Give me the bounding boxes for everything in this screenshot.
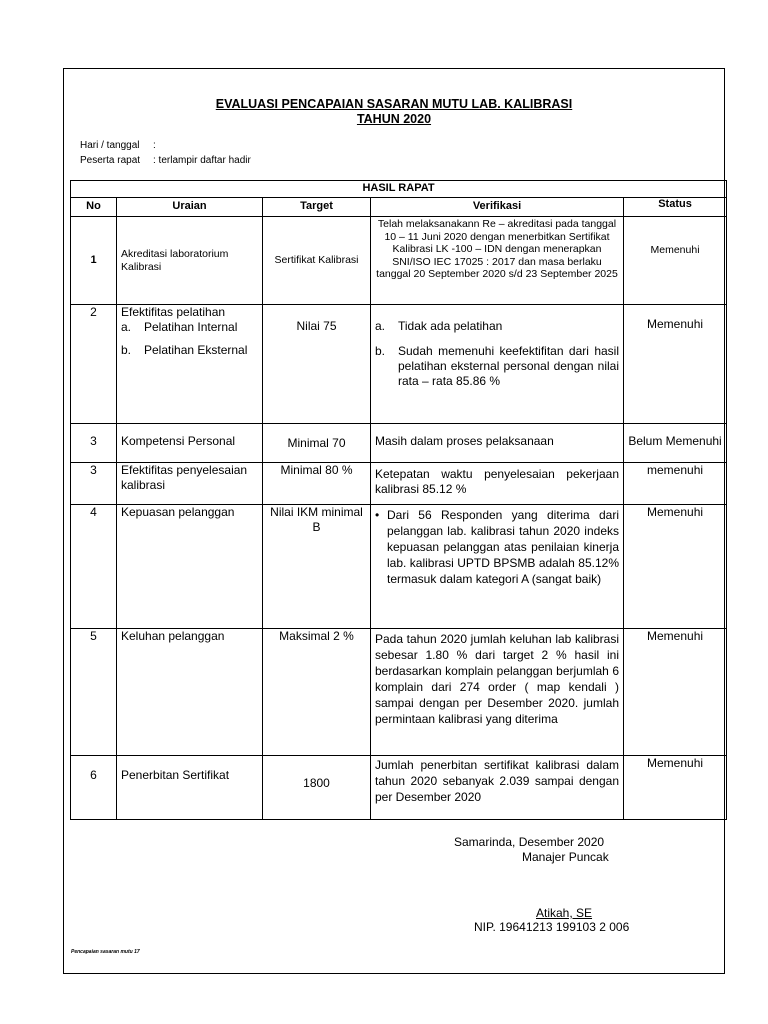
hasil-rapat-table [70,180,727,820]
cell-status: Belum Memenuhi [624,424,727,463]
item-marker: a. [375,319,386,333]
table-row [71,217,727,305]
cell-no: 1 [71,217,117,305]
cell-status: memenuhi [624,463,727,505]
cell-uraian: Penerbitan Sertifikat [117,756,263,820]
cell-no: 4 [71,505,117,629]
table-row [71,756,727,820]
cell-target: Nilai 75 [263,305,371,424]
table-row [71,505,727,629]
cell-target: Minimal 80 % [263,463,371,505]
cell-no: 2 [71,305,117,424]
cell-verifikasi [371,505,624,629]
cell-uraian: Kompetensi Personal [117,424,263,463]
cell-no: 3 [71,424,117,463]
verifikasi-bullet-item [375,507,619,587]
signature-place-date: Samarinda, Desember 2020 [454,835,605,849]
item-marker: b. [375,344,386,358]
cell-target: Maksimal 2 % [263,629,371,756]
cell-verifikasi: Jumlah penerbitan sertifikat kalibrasi dalam tahun 2020 sebanyak 2.039 sampai dengan per Desember 2020 [371,756,624,820]
uraian-heading: Efektifitas pelatihan [121,305,226,319]
cell-uraian [117,305,263,424]
cell-status: Memenuhi [624,505,727,629]
column-header-no: No [71,198,117,217]
item-text: Tidak ada pelatihan [398,319,503,333]
table-header-row [71,198,727,217]
cell-status: Memenuhi [624,217,727,305]
verifikasi-item [375,344,619,389]
document-title: EVALUASI PENCAPAIAN SASARAN MUTU LAB. KALIBRASI [215,97,573,111]
item-marker: b. [121,343,132,357]
signature-position: Manajer Puncak [522,850,609,864]
column-header-verifikasi: Verifikasi [371,198,624,217]
cell-status: Memenuhi [624,756,727,820]
uraian-item [121,320,258,335]
footer-note: Pencapaian sasaran mutu 17 [71,949,140,955]
cell-uraian: Efektifitas penyelesaian kalibrasi [117,463,263,505]
cell-uraian: Akreditasi laboratorium Kalibrasi [117,217,263,305]
cell-status: Memenuhi [624,629,727,756]
item-marker: a. [121,320,132,334]
cell-uraian: Kepuasan pelanggan [117,505,263,629]
cell-no: 5 [71,629,117,756]
cell-no: 6 [71,756,117,820]
bullet-marker: • [375,508,380,522]
meta-hari-tanggal [80,140,156,151]
signature-nip: NIP. 19641213 199103 2 006 [474,920,630,934]
cell-no: 3 [71,463,117,505]
table-row [71,305,727,424]
meta-value: : [153,140,156,151]
table-row [71,629,727,756]
cell-target: Nilai IKM minimal B [263,505,371,629]
column-header-uraian: Uraian [117,198,263,217]
document-page [63,68,725,974]
table-row [71,463,727,505]
meta-label: Peserta rapat [80,155,141,166]
item-text: Sudah memenuhi keefektifitan dari hasil pelatihan eksternal personal dengan nilai rata – rata 85.86 % [398,344,619,388]
item-text: Pelatihan Internal [144,320,238,334]
cell-verifikasi: Ketepatan waktu penyelesaian pekerjaan kalibrasi 85.12 % [371,463,624,505]
meta-label: Hari / tanggal [80,140,140,151]
item-text: Dari 56 Responden yang diterima dari pelanggan lab. kalibrasi tahun 2020 indeks kepuasan pelanggan atas penilaian kinerja lab. kalibrasi UPTD BPSMB adalah 85.12% termasuk dalam kategori A (sangat baik) [387,508,619,586]
meta-peserta-rapat [80,155,251,166]
item-text: Pelatihan Eksternal [144,343,248,357]
cell-target: Sertifikat Kalibrasi [263,217,371,305]
column-header-status: Status [624,198,727,217]
section-title: HASIL RAPAT [71,181,727,198]
cell-verifikasi [371,305,624,424]
document-subtitle: TAHUN 2020 [356,112,432,126]
column-header-target: Target [263,198,371,217]
signature-name: Atikah, SE [536,906,593,920]
uraian-item [121,343,258,358]
table-row [71,424,727,463]
cell-target: 1800 [263,756,371,820]
cell-uraian: Keluhan pelanggan [117,629,263,756]
cell-verifikasi: Pada tahun 2020 jumlah keluhan lab kalibrasi sebesar 1.80 % dari target 2 % hasil ini berdasarkan komplain pelanggan berjumlah 6 komplain dari 274 order ( map kendali ) sampai dengan per Desember 2020. jumlah permintaan kalibrasi yang diterima [371,629,624,756]
verifikasi-item [375,319,619,334]
meta-value: : terlampir daftar hadir [153,155,251,166]
cell-verifikasi: Masih dalam proses pelaksanaan [371,424,624,463]
cell-verifikasi: Telah melaksanakann Re – akreditasi pada tanggal 10 – 11 Juni 2020 dengan menerbitkan Sertifikat Kalibrasi LK -100 – IDN dengan menerapkan SNI/ISO IEC 17025 : 2017 dan masa berlaku tanggal 20 September 2020 s/d 23 September 2025 [371,217,624,305]
cell-target: Minimal 70 [263,424,371,463]
cell-status: Memenuhi [624,305,727,424]
